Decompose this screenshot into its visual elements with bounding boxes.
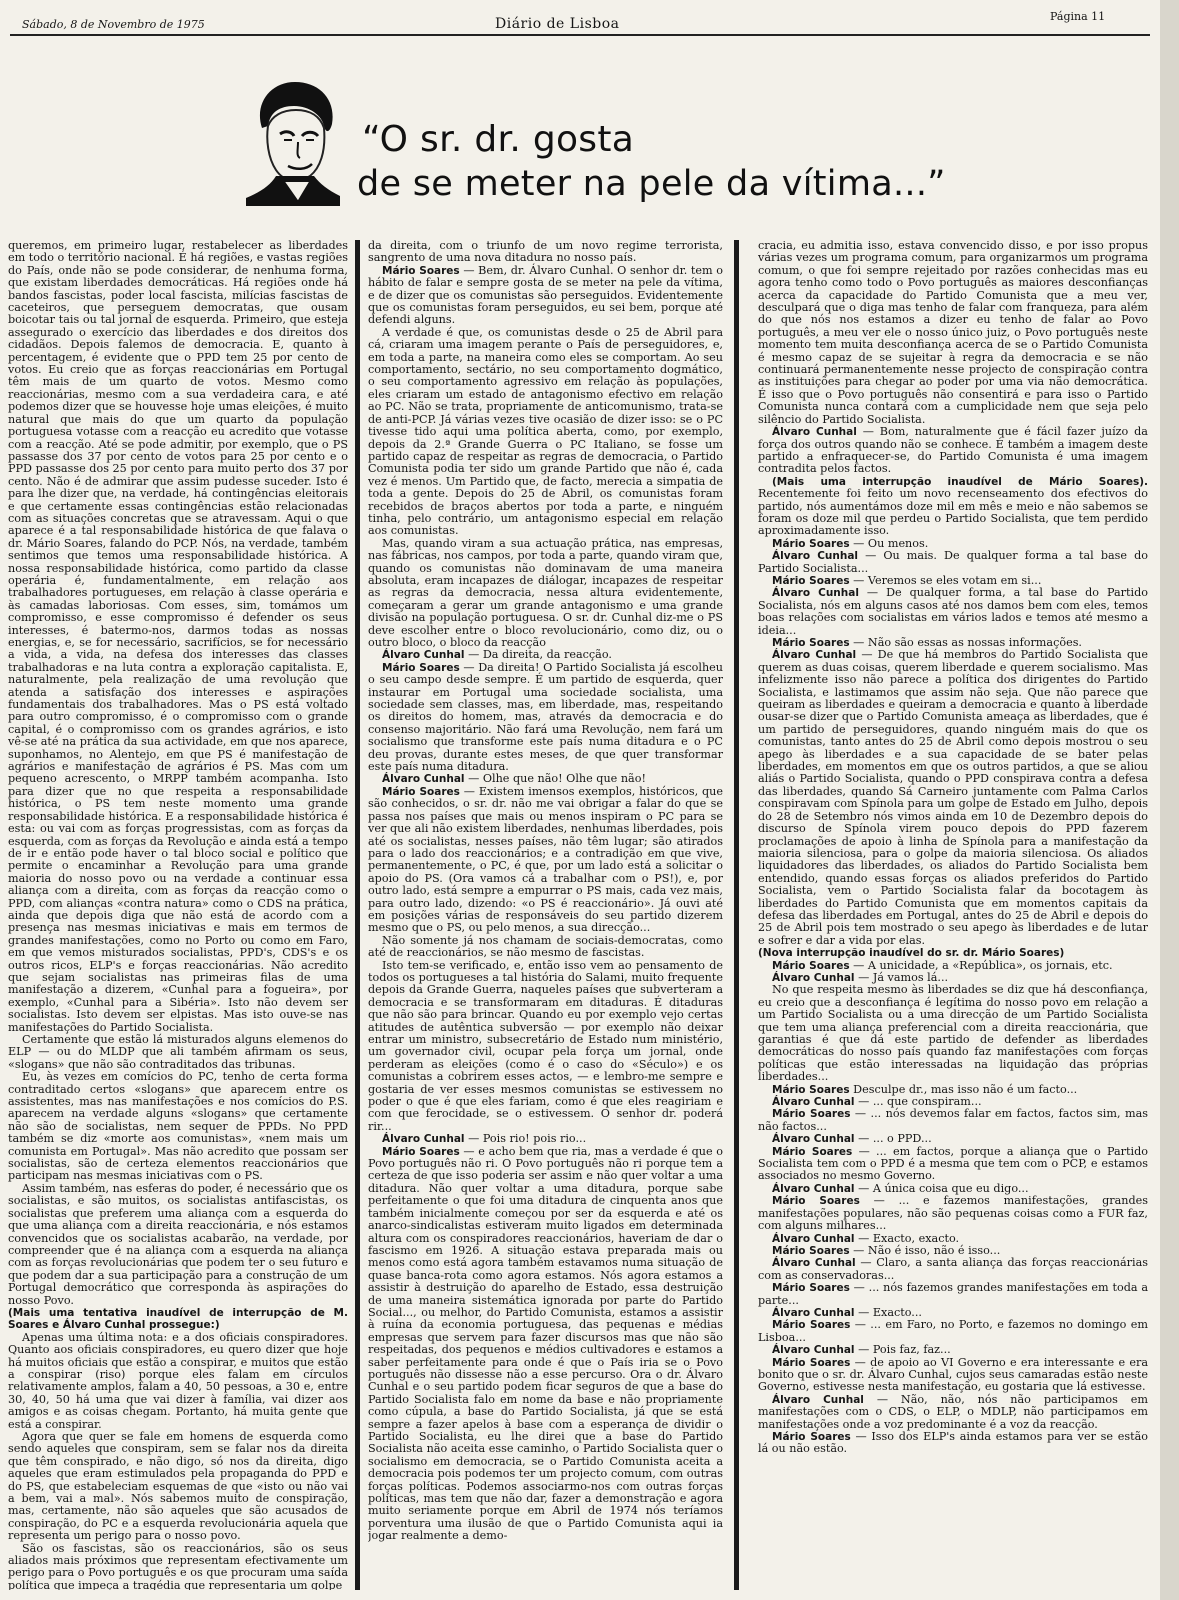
speech-text: — ... o PPD...	[858, 1132, 932, 1146]
page-edge	[1160, 0, 1179, 1600]
headline-line-1: “O sr. dr. gosta	[362, 119, 635, 160]
speaker-name: Mário Soares	[772, 574, 850, 587]
speaker-name: Álvaro Cunhal	[772, 1182, 855, 1195]
speaker-name: Álvaro Cunhal	[772, 1133, 855, 1146]
speech-text: — ... que conspiram...	[858, 1095, 982, 1109]
interruption-note: (Mais uma interrupção inaudível de Mário Soares).	[772, 475, 1148, 488]
speech-text: — ... e fazemos manifestações, grandes manifestações populares, não são pequenas coisas como a FUR faz, com alguns milhares...	[758, 1194, 1148, 1233]
paragraph: Certamente que estão lá misturados alguns elemenos do ELP — ou do MLDP que ali também afirmam os seus, «slogans» que não são contraditados das tribunas.	[8, 1033, 348, 1071]
speaker-name: Álvaro Cunhal	[772, 426, 857, 439]
speech-text: — ... nós fazemos grandes manifestações em toda a parte...	[758, 1281, 1148, 1307]
paragraph: Eu, às vezes em comícios do PC, tenho de certa forma contraditado certos «slogans» que aparecem entre os assistentes, mas nas manifestações e nos comícios do P.S. aparecem na verdade alguns «slogans» que certamente não são de socialistas, nem sequer de PPDs. No PPD também se diz «morte aos comunistas», «nem mais um comunista em Portugal». Mas não acredito que possam ser socialistas, são de certeza elementos reaccionários que participam nas mesmas iniciativas com o PS.	[8, 1070, 348, 1183]
speaker-name: Mário Soares	[772, 537, 850, 550]
speech-text: — A unicidade, a «República», os jornais, etc.	[853, 958, 1113, 972]
paragraph: da direita, com o triunfo de um novo regime terrorista, sangrento de uma nova ditadura no nosso país.	[368, 240, 723, 265]
header-date: Sábado, 8 de Novembro de 1975	[22, 18, 205, 31]
speaker-name: Álvaro Cunhal	[772, 649, 857, 662]
speaker-name: Mário Soares	[382, 661, 460, 674]
speaker-name: Mário Soares	[772, 1195, 860, 1208]
speech-text: — Exacto, exacto.	[858, 1231, 960, 1245]
speaker-name: Mário Soares	[382, 1145, 460, 1158]
speaker-name: Mário Soares	[382, 264, 460, 277]
speaker-name: Álvaro Cunhal	[772, 1344, 855, 1357]
speaker-name: Mário Soares	[772, 1356, 851, 1369]
dialogue-turn	[368, 786, 723, 935]
paragraph: Isto tem-se verificado, e, então isso vem ao pensamento de todos os portugueses a tal história do Salami, muito frequente depois da Grande Guerra, naqueles países que subverteram a democracia e se transformaram em ditaduras. É ditaduras que não são para brincar. Quando eu por exemplo vejo certas atitudes de autêntica subversão — por exemplo não deixar entrar um ministro, subsecretário de Estado num ministério, um governador civil, ocupar pela força um jornal, onde perderam as eleições (como é o caso do «Século») e os comunistas a cobrirem esses actos, — e lembro-me sempre e gostaria de ver esses mesmos comunistas se estivessem no poder o que é que eles fariam, como é que eles reagiriam e com que ferocidade, se o estivessem. O senhor dr. poderá rir...	[368, 958, 723, 1133]
speech-text: — ... em Faro, no Porto, e fazemos no domingo em Lisboa...	[758, 1318, 1148, 1344]
text-column-1	[8, 240, 348, 1590]
header-page-number: Página 11	[1050, 10, 1106, 23]
paragraph: Não somente já nos chamam de sociais-democratas, como até de reaccionários, se não mesmo de fascistas.	[368, 933, 723, 960]
speaker-name: Mário Soares	[772, 1319, 851, 1332]
page-header	[10, 12, 1150, 38]
speech-text: — Bom, naturalmente que é fácil fazer juízo da força dos outros quando não se conhece. É também a imagem deste partido a enfraquecer-se, do Partido Comunista é uma imagem contradita pelos factos.	[758, 425, 1148, 476]
speaker-name: Mário Soares	[382, 785, 460, 798]
speaker-name: Álvaro Cunhal	[382, 649, 465, 662]
dialogue-turn	[758, 476, 1148, 538]
speaker-name: Mário Soares	[772, 1083, 850, 1096]
paragraph: Agora que quer se fale em homens de esquerda como sendo aqueles que conspiram, sem se falar nos da direita que têm conspirado, e não digo, só nos da direita, digo aqueles que eram estimulados pela propaganda do PPD e do PS, que estabeleciam esquemas de que «isto ou não vai a bem, vai a mal». Nós sabemos muito de conspiração, mas, certamente, não são aqueles que são acusados de conspiração, do PC e a esquerda revolucionária aquela que representa um perigo para o nosso povo.	[8, 1430, 348, 1543]
speech-text: — Não são essas as nossas informações.	[853, 636, 1082, 649]
dialogue-turn	[758, 649, 1148, 947]
paragraph: São os fascistas, são os reaccionários, são os seus aliados mais próximos que representam efectivamente um perigo para o Povo português e os que procuram uma saída política que impeça a tragédia que representaria um golpe	[8, 1541, 348, 1590]
header-rule	[10, 34, 1150, 36]
speaker-name: Álvaro Cunhal	[772, 971, 855, 984]
speech-text: — Ou mais. De qualquer forma a tal base do Partido Socialista...	[758, 549, 1148, 575]
dialogue-turn	[368, 662, 723, 774]
speaker-name: Álvaro Cunhal	[772, 1306, 855, 1319]
speaker-name: Mário Soares	[772, 1431, 851, 1443]
speech-text: — Já vamos lá...	[858, 970, 949, 984]
dialogue-turn	[368, 265, 723, 327]
dialogue-turn	[758, 1257, 1148, 1282]
dialogue-turn	[758, 550, 1148, 575]
speech-text: Desculpe dr., mas isso não é um facto...	[853, 1082, 1078, 1096]
speaker-name: Mário Soares	[772, 959, 850, 972]
speech-text: — De qualquer forma, a tal base do Partido Socialista, nós em alguns casos até nos damos bem com eles, temos boas relações com socialistas em vários lados e temos até mesmo a ideia...	[758, 586, 1148, 637]
headline-line-2: de se meter na pele da vítima...”	[357, 164, 946, 204]
interruption-note: (Nova interrupção inaudível do sr. dr. Mário Soares)	[758, 947, 1065, 960]
speech-text: — Veremos se eles votam em si...	[853, 573, 1042, 587]
paragraph: A verdade é que, os comunistas desde o 25 de Abril para cá, criaram uma imagem perante o País de perseguidores, e, em toda a parte, na maneira como eles se comportam. Ao seu comportamento, sectário, no seu comportamento dogmático, o seu comportamento agressivo em relação às populações, eles criaram um estado de antagonismo efectivo em relação ao PC. Não se trata, propriamente de anticomunismo, trata-se de anti-PCP. Já várias vezes tive ocasião de dizer isso: se o PC tivesse tido aqui uma política aberta, como, por exemplo, depois da 2.ª Grande Guerra o PC Italiano, se fosse um partido capaz de respeitar as regras de democracia, o Partido Comunista podia ter sido um grande Partido que não é, cada vez é menos. Um Partido que, de facto, merecia a simpatia de toda a gente. Depois do 25 de Abril, os comunistas foram recebidos de braços abertos por toda a parte, e ninguém tinha, pelo contrário, um antagonismo especial em relação aos comunistas.	[368, 325, 723, 538]
paragraph: No que respeita mesmo às liberdades se diz que há desconfiança, eu creio que a desconfiança é legítima do nosso povo em relação a um Partido Socialista ou a uma direcção de um Partido Socialista que tem uma aliança preferencial com a direita reaccionária, que garantias é que dá este partido de defender as liberdades democráticas do nosso país quando faz manifestações com forças políticas que estão interessadas na liquidação das próprias liberdades...	[758, 983, 1148, 1084]
dialogue-turn	[368, 1146, 723, 1543]
dialogue-turn	[758, 1195, 1148, 1232]
speaker-name: Mário Soares	[772, 1244, 850, 1257]
dialogue-turn	[758, 426, 1148, 476]
speaker-name: Álvaro Cunhal	[382, 773, 465, 786]
dialogue-turn	[758, 1431, 1148, 1456]
speech-text: — Exacto...	[858, 1305, 922, 1319]
text-column-2	[368, 240, 723, 1590]
dialogue-turn	[758, 1319, 1148, 1344]
speech-text: — Pois faz, faz...	[858, 1343, 951, 1357]
speaker-name: Mário Soares	[772, 1145, 853, 1158]
speech-text: — de apoio ao VI Governo e era interessante e era bonito que o sr. dr. Álvaro Cunhal, cujos seus camaradas estão neste Governo, estivesse nesta manifestação, eu gostaria que lá estivesse.	[758, 1355, 1148, 1394]
text-column-3	[758, 240, 1148, 1590]
portrait-drawing	[240, 76, 342, 206]
speaker-name: Álvaro Cunhal	[772, 1257, 856, 1270]
speech-text: — Da direita! O Partido Socialista já escolheu o seu campo desde sempre. É um partido de esquerda, quer instaurar em Portugal uma sociedade socialista, uma sociedade sem classes, mas, em liberdade, mas, respeitando os direitos do homem, mas, através da democracia e do consenso majoritário. Não fará uma Revolução, nem fará um socialismo que transforme este país numa ditadura e o PC deu provas, durante estes meses, de que quer transformar este país numa ditadura.	[368, 660, 723, 774]
dialogue-turn	[758, 587, 1148, 637]
speech-text: — Isso dos ELP's ainda estamos para ver se estão lá ou não estão.	[758, 1430, 1148, 1456]
paragraph: queremos, em primeiro lugar, restabelecer as liberdades em todo o território nacional. É há regiões, e vastas regiões do País, onde não se pode considerar, de nenhuma forma, que existam liberdades democráticas. Há regiões onde há bandos fascistas, poder local fascista, milícias fascistas de caceteiros, que perseguem democratas, que ousam boicotar tais ou tal jornal de esquerda. Primeiro, que esteja assegurado o exercício das liberdades e dos direitos dos cidadãos. Depois falemos de democracia. E, quanto à percentagem, é evidente que o PPD tem 25 por cento de votos. Eu creio que as forças reaccionárias em Portugal têm mais de um quarto de votos. Mesmo como reaccionárias, mesmo com a sua verdadeira cara, e até podemos dizer que se houvesse hoje umas eleições, é muito natural que mais do que um quarto da população portuguesa votasse com a reacção eu acredito que votasse com a reacção. Até se pode admitir, por exemplo, que o PS passasse dos 37 por cento de votos para 25 por cento e o PPD passasse dos 25 por cento para muito perto dos 37 por cento. Não é de admirar que assim pudesse suceder. Isto é para lhe dizer que, na verdade, há contingências eleitorais e que certamente essas contingências estão relacionadas com as situações concretas que se atravessam. Aqui o que aparece é a tal responsabilidade histórica de que falava o dr. Mário Soares, falando do PCP. Nós, na verdade, também sentimos que temos uma responsabilidade histórica. A nossa responsabilidade histórica, como partido da classe operária é, fundamentalmente, em relação aos trabalhadores portugueses, em relação à classe operária e às camadas laboriosas. Com esses, sim, tomámos um compromisso, e esse compromisso é defender os seus interesses, é batermo-nos, darmos todas as nossas energias, e, se for necessário, sacrifícios, se for necessário a vida, a vida, na defesa dos interesses das classes trabalhadoras e na luta contra a exploração capitalista. E, naturalmente, pela realização de uma revolução que atenda a satisfação dos interesses e aspirações fundamentais dos trabalhadores. Mas o PS está voltado para outro compromisso, é o compromisso com o grande capital, é o compromisso com os grandes agrários, e isto vê-se até na prática da sua actividade, em que nos aparece, suponhamos, no Alentejo, em que PS é manifestação de agrários e manifestação de agrários é PS. Mas com um pequeno acrescento, o MRPP também acompanha. Isto para dizer que no que respeita a responsabilidade histórica, o PS tem neste momento uma grande responsabilidade histórica. E a responsabilidade histórica é esta: ou vai com as forças progressistas, com as forças da esquerda, com as forças da Revolução e ainda está a tempo de ir e então pode haver o tal bloco social e político que permite o encaminhar a Revolução para uma grande maioria do nosso povo ou na verdade a continuar essa aliança com a direita, com as forças da reacção como o PPD, com alianças «contra natura» como o CDS na prática, ainda que depois diga que não está de acordo com a presença nas mesmas iniciativas e mais em termos de grandes manifestações, como no Porto ou como em Faro, em que vemos misturados socialistas, PPD's, CDS's e os outros ricos, ELP's e forças reaccionárias. Não acredito que sejam socialistas nas primeiras filas de uma manifestação a dizerem, «Cunhal para a fogueira», por exemplo, «Cunhal para a Sibéria». Isto não devem ser socialistas. Isto devem ser elpistas. Mas isto ouve-se nas manifestações do Partido Socialista.	[8, 240, 348, 1034]
paragraph: Mas, quando viram a sua actuação prática, nas empresas, nas fábricas, nos campos, por toda a parte, quando viram que, quando os comunistas não dominavam de uma maneira absoluta, eram incapazes de diálogar, incapazes de respeitar as regras da democracia, nessa altura evidentemente, começaram a gerar um grande antagonismo e uma grande divisão na população portuguesa. O sr. dr. Cunhal diz-me o PS deve escolher entre o bloco revolucionário, como diz, ou o outro bloco, o bloco da reacção	[368, 536, 723, 649]
speech-text: — Olhe que não! Olhe que não!	[468, 772, 646, 786]
paragraph: Assim também, nas esferas do poder, é necessário que os socialistas, e são muitos, os socialistas antifascistas, os socialistas que preferem uma aliança com a esquerda do que uma aliança com a direita reaccionária, e nós estamos convencidos que os socialistas acabarão, na verdade, por compreender que é na aliança com a esquerda na aliança com as forças revolucionárias que podem ter o seu futuro e que podem dar a sua participação para a construção de um Portugal democrático que corresponda às aspirações do nosso Povo.	[8, 1181, 348, 1307]
dialogue-turn	[758, 1357, 1148, 1394]
speaker-name: Álvaro Cunhal	[772, 550, 859, 563]
speech-text: — Ou menos.	[853, 536, 929, 550]
speaker-name: Mário Soares	[772, 637, 850, 649]
speech-text: — e acho bem que ria, mas a verdade é que o Povo português não ri. O Povo português não ri porque tem a certeza de que isso poderia ser assim e não quer voltar a uma ditadura. Não quer voltar a uma ditadura, porque sabe perfeitamente o que foi uma ditadura de cinquenta anos que também inicialmente começou por ser da esquerda e até os anarco-sindicalistas estiveram muito ligados em determinada altura com os conspiradores reaccionários, haveriam de dar o fascismo em 1926. A situação estava preparada mais ou menos como está agora também estavamos numa situação de quase banca-rota como agora estamos. Nós agora estamos a assistir à destruição do aparelho de Estado, essa destruição de uma maneira sistemática ignorada por parte do Partido Social..., ou melhor, do Partido Comunista, estamos a assistir à ruína da economia portuguesa, das pequenas e médias empresas que servem para fazer discursos mas que não são respeitadas, dos pequenos e médios cultivadores e estamos a saber perfeitamente para onde é que o País iria se o Povo português não dissesse não a esse percurso. Ora o dr. Álvaro Cunhal e o seu partido podem ficar seguros de que a base do Partido Socialista falo em nome da base e não propriamente como cúpula, a base do Partido Socialista, já que se está sempre a fazer apelos à base com a esperança de dividir o Partido Socialista, eu lhe direi que a base do Partido Socialista não aceita esse caminho, o Partido Socialista quer o socialismo em democracia, se o Partido Comunista aceita a democracia pois podemos ter um projecto comum, com outras forças políticas. Podemos associarmo-nos com outras forças políticas, mas tem que não dar, fazer a demonstração e agora muito seriamente porque em Abril de 1974 nós teríamos porventura uma ilusão de que o Partido Comunista aqui ia jogar realmente a demo-	[368, 1144, 723, 1543]
paragraph: cracia, eu admitia isso, estava convencido disso, e por isso propus várias vezes um programa comum, para organizarmos um programa comum, o que foi sempre rejeitado por razões conhecidas mas eu agora tenho como todo o Povo português as maiores desconfianças acerca da capacidade do Partido Comunista que a meu ver, desculpará que o diga mas tenho de falar com franqueza, para além do que nós nos estamos a dizer eu tenho de falar ao Povo português, a meu ver ele o nosso único juiz, o Povo português neste momento tem muita desconfiança acerca de se o Partido Comunista é mesmo capaz de se sujeitar à regra da democracia e se não continuará permanentemente nesse projecto de conspiração contra as instituições para chegar ao poder por uma via não democrática. É isso que o Povo português não consentirá e para isso o Partido Comunista nunca contará com a cumplicidade nem que seja pelo silêncio do Partido Socialista.	[758, 240, 1148, 426]
speaker-name: Álvaro Cunhal	[382, 1133, 465, 1146]
headline	[357, 118, 962, 206]
dialogue-turn	[758, 960, 1148, 972]
paragraph: Apenas uma última nota: e a dos oficiais conspiradores. Quanto aos oficiais conspiradores, eu quero dizer que hoje há muitos oficiais que estão a conspirar, e muitos que estão a conspirar (riso) porque eles falam em círculos relativamente amplos, falam a 40, 50 pessoas, a 30 e, entre 30, 40, 50 há uma que vai dizer à família, vai dizer aos amigos e as coisas chegam. Portanto, há muita gente que está a conspirar.	[8, 1330, 348, 1431]
speech-text: Recentemente foi feito um novo recenseamento dos efectivos do partido, nós aumentámos doze mil em mês e meio e não sabemos se foram os doze mil que perdeu o Partido Socialista, que tem perdido aproximadamente isso.	[758, 487, 1148, 538]
speaker-name: Mário Soares	[772, 1282, 850, 1295]
speaker-name: Álvaro Cunhal	[772, 587, 859, 600]
dialogue-turn	[758, 1146, 1148, 1183]
speaker-name: Álvaro Cunhal	[772, 1393, 864, 1406]
speech-text: — Claro, a santa aliança das forças reaccionárias com as conservadoras...	[758, 1256, 1148, 1282]
speech-text: — ... nós devemos falar em factos, factos sim, mas não factos...	[758, 1107, 1148, 1133]
column-divider-2	[734, 240, 739, 1590]
speaker-name: Mário Soares	[772, 1108, 851, 1121]
dialogue-turn	[758, 1108, 1148, 1133]
interruption-note: (Mais uma tentativa inaudível de interrupção de M. Soares e Álvaro Cunhal prossegue:)	[8, 1306, 348, 1332]
speech-text: — Não, não, nós não participamos em manifestações com o CDS, o ELP, o MDLP, não participamos em manifestações onde a voz predominante é a voz da reacção.	[758, 1392, 1148, 1431]
speech-text: — Não é isso, não é isso...	[853, 1243, 1001, 1257]
speech-text: — Da direita, da reacção.	[468, 648, 612, 662]
speech-text: — Existem imensos exemplos, históricos, que são conhecidos, o sr. dr. não me vai obrigar a falar do que se passa nos países que mais ou menos inspiram o PC para se ver que ali não existem liberdades, nenhumas liberdades, pois até os socialistas, nesses países, não têm lugar; são atirados para o lado dos reaccionários; e a contradição em que vive, permanentemente, o PC, é que, por um lado está a solicitar o apoio do PS. (Ora vamos cá a trabalhar com o PS!), e, por outro lado, está sempre a empurrar o PS mais, cada vez mais, para outro lado, dizendo: «o PS é reaccionário». Já ouvi até em posições várias de responsáveis do seu partido dizerem mesmo que o PS, ou pelo menos, a sua direcção...	[368, 784, 723, 935]
speech-text: — ... em factos, porque a aliança que o Partido Socialista tem com o PPD é a mesma que tem com o PCP, e estamos associados no mesmo Governo.	[758, 1144, 1148, 1183]
speech-text: — Bem, dr. Álvaro Cunhal. O senhor dr. tem o hábito de falar e sempre gosta de se meter na pele da vítima, e de dizer que os comunistas são perseguidos. Evidentemente que os comunistas foram perseguidos, eu sei bem, porque até defendi alguns.	[368, 263, 723, 327]
speech-text: — Pois rio! pois rio...	[468, 1132, 587, 1146]
speech-text: — De que há membros do Partido Socialista que querem as duas coisas, querem liberdade e querem socialismo. Mas infelizmente isso não parece a política dos dirigentes do Partido Socialista, e lastimamos que assim não seja. Que não parece que queiram as liberdades e queiram a democracia e quanto à liberdade ousar-se dizer que o Partido Comunista ameaça as liberdades, que é um partido de perseguidores, quando ninguém mais do que os comunistas, tanto antes do 25 de Abril como depois mostrou o seu apego às liberdades e a sua capacidade de se bater pelas liberdades, em momentos em que os outros partidos, a que se aliou aliás o Partido Socialista, quando o PPD conspirava contra a defesa das liberdades, quando Sá Carneiro juntamente com Palma Carlos conspiravam com Spínola para um golpe de Estado em Julho, depois do 28 de Setembro nós vimos ainda em 10 de Dezembro depois do discurso de Spínola virem pouco depois do PPD fazerem proclamações de apoio à linha de Spínola para a manifestação da maioria silenciosa, para o golpe da maioria silenciosa. Os aliados liquidadores das liberdades, os aliados do Partido Socialista bem entendido, quando essas forças os aliados preferidos do Partido Socialista, vem o Partido Socialista falar da bocotagem às liberdades do Partido Comunista que em momentos capitais da defesa das liberdades em Portugal, antes do 25 de Abril e depois do 25 de Abril pois tem mostrado o seu apego às liberdades e de lutar e sofrer e dar a vida por elas.	[758, 648, 1148, 947]
speaker-name: Álvaro Cunhal	[772, 1232, 855, 1245]
column-divider-1	[355, 240, 360, 1590]
dialogue-turn	[758, 1394, 1148, 1431]
dialogue-turn	[758, 1282, 1148, 1307]
speaker-name: Álvaro Cunhal	[772, 1096, 855, 1109]
header-paper-name: Diário de Lisboa	[495, 16, 620, 32]
speech-text: — A única coisa que eu digo...	[858, 1181, 1029, 1195]
